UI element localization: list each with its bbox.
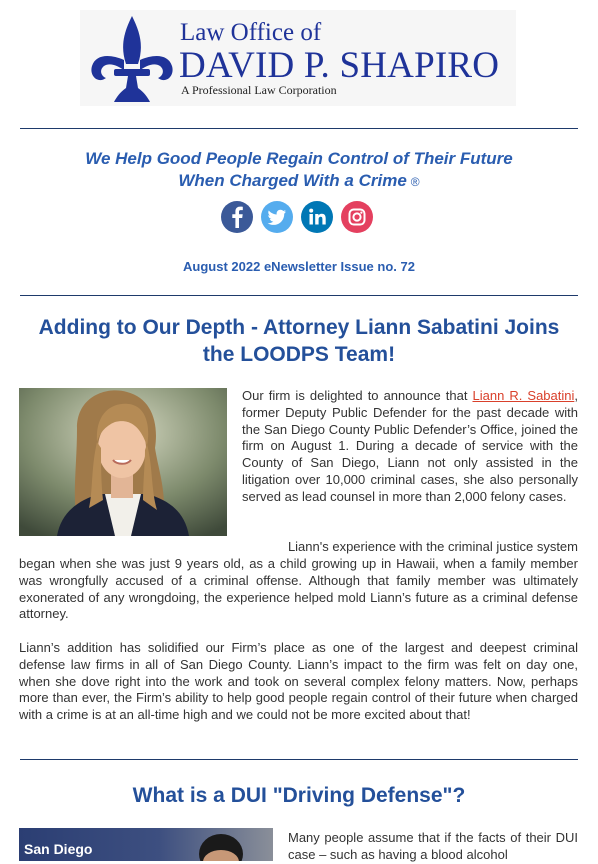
- attorney-profile-link[interactable]: Liann R. Sabatini: [472, 388, 575, 403]
- logo-line-corporation: A Professional Law Corporation: [181, 83, 337, 97]
- instagram-link[interactable]: [341, 201, 373, 233]
- firm-logo[interactable]: [80, 10, 516, 106]
- instagram-icon: [341, 201, 373, 233]
- linkedin-icon: [301, 201, 333, 233]
- article-paragraph-2-start: Liann's experience with the criminal justice system: [287, 539, 578, 554]
- fleur-de-lis-icon: [86, 14, 178, 104]
- image-label: San Diego: [24, 841, 93, 857]
- divider: [20, 295, 578, 296]
- logo-line-law-office: Law Office of: [180, 19, 322, 46]
- article-paragraph-1: Many people assume that if the facts of their DUI case – such as having a blood alcohol: [288, 830, 578, 862]
- article-paragraph-1: [242, 388, 578, 506]
- facebook-link[interactable]: [221, 201, 253, 233]
- article-title: What is a DUI "Driving Defense"?: [132, 784, 466, 807]
- tagline-text: When Charged With a Crime: [178, 171, 407, 190]
- facebook-icon: [221, 201, 253, 233]
- divider: [20, 128, 578, 129]
- paragraph-text: Our firm is delighted to announce that: [242, 388, 473, 403]
- article-image: [19, 828, 273, 861]
- portrait-illustration: [19, 388, 227, 536]
- divider: [20, 759, 578, 760]
- article-paragraph-2: began when she was just 9 years old, as a child growing up in Hawaii, when a family member was wrongfully accused of a criminal offense. Although that family member was ultimately exonerated of any wrongdoing, the experience helped mold Liann’s future as a criminal defense attorney.: [19, 556, 578, 622]
- person-silhouette: [19, 828, 273, 861]
- tagline-line-1: We Help Good People Regain Control of Their Future: [85, 149, 513, 168]
- logo-line-name: DAVID P. SHAPIRO: [179, 45, 500, 86]
- tagline-line-2: [20, 170, 578, 193]
- twitter-icon: [261, 201, 293, 233]
- paragraph-text: , former Deputy Public Defender for the past decade with the San Diego County Public Defender’s Office, joined the firm on August 1. During a decade of service with the County of San Diego, Liann not only assisted in the litigation over 10,000 criminal cases, she also personally served as lead counsel in more than 2,000 felony cases.: [242, 388, 578, 504]
- article-title: Adding to Our Depth - Attorney Liann Sabatini Joins the LOODPS Team!: [38, 316, 560, 366]
- article-paragraph-3: Liann’s addition has solidified our Firm’s place as one of the largest and deepest criminal defense law firms in all of San Diego County. Liann’s impact to the firm was felt on day one, when she dove right into the work and took on several complex felony matters. Now, perhaps more than ever, the Firm’s ability to help good people regain control of their future when charged with a crime is at an all-time high and we could not be more excited about that!: [19, 640, 578, 723]
- twitter-link[interactable]: [261, 201, 293, 233]
- linkedin-link[interactable]: [301, 201, 333, 233]
- attorney-photo: [19, 388, 227, 536]
- registered-mark: ®: [410, 175, 420, 189]
- newsletter-issue: August 2022 eNewsletter Issue no. 72: [183, 259, 415, 274]
